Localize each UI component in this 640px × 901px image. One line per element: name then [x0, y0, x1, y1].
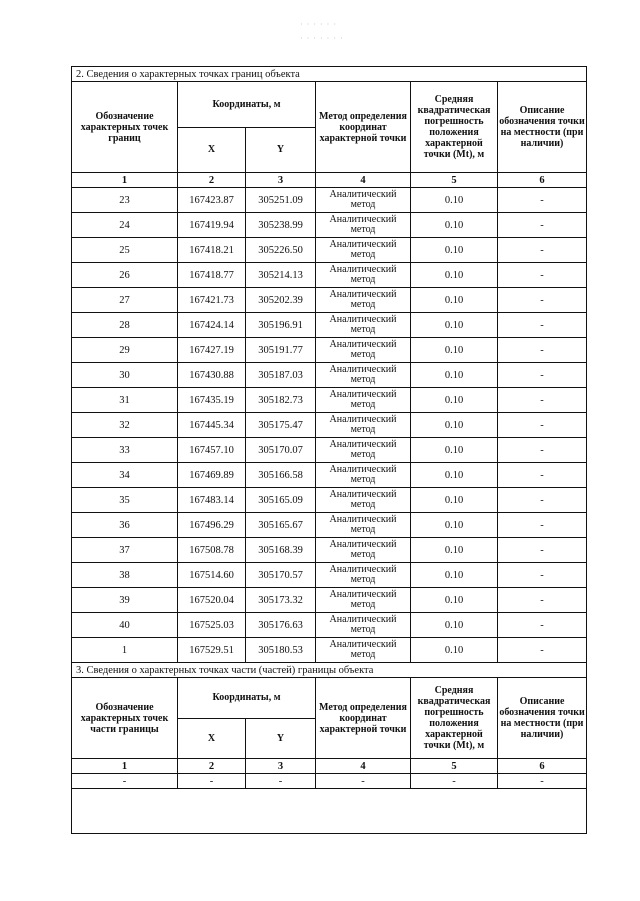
table-row: [72, 588, 587, 613]
document-sheet: [71, 66, 586, 834]
coord-x: 167445.34: [178, 413, 246, 438]
description: -: [498, 488, 587, 513]
method: Аналитический метод: [316, 413, 411, 438]
header-method: Метод определения координат характерной точки: [316, 678, 411, 759]
section2-table: [71, 66, 587, 663]
coord-x: 167430.88: [178, 363, 246, 388]
coord-x: 167496.29: [178, 513, 246, 538]
table-row: [72, 488, 587, 513]
description: -: [498, 188, 587, 213]
table-row: [72, 638, 587, 663]
header-designation: Обозначение характерных точек части границы: [72, 678, 178, 759]
col-number: 4: [316, 759, 411, 774]
description: -: [498, 263, 587, 288]
description: -: [498, 238, 587, 263]
mt-value: 0.10: [411, 188, 498, 213]
mt-value: 0.10: [411, 363, 498, 388]
description: -: [498, 288, 587, 313]
coord-y: 305187.03: [246, 363, 316, 388]
method: Аналитический метод: [316, 238, 411, 263]
method: Аналитический метод: [316, 263, 411, 288]
table-row: [72, 388, 587, 413]
header-coords: Координаты, м: [178, 678, 316, 719]
table-row: [72, 238, 587, 263]
point-number: 36: [72, 513, 178, 538]
method: Аналитический метод: [316, 463, 411, 488]
mt-value: 0.10: [411, 238, 498, 263]
coord-y: 305202.39: [246, 288, 316, 313]
coord-y: 305191.77: [246, 338, 316, 363]
point-number: 23: [72, 188, 178, 213]
description: -: [498, 538, 587, 563]
col-number: 3: [246, 759, 316, 774]
section2-title: 2. Сведения о характерных точках границ объекта: [72, 67, 587, 82]
description: -: [498, 563, 587, 588]
description: -: [498, 588, 587, 613]
method: Аналитический метод: [316, 538, 411, 563]
header-x: X: [178, 127, 246, 173]
mt-value: 0.10: [411, 213, 498, 238]
table-row: [72, 213, 587, 238]
header-coords: Координаты, м: [178, 82, 316, 128]
coord-x: 167483.14: [178, 488, 246, 513]
header-y: Y: [246, 718, 316, 759]
col-number: 2: [178, 759, 246, 774]
mt-value: 0.10: [411, 438, 498, 463]
coord-x: 167424.14: [178, 313, 246, 338]
point-number: 26: [72, 263, 178, 288]
table-row: [72, 363, 587, 388]
coord-x: 167514.60: [178, 563, 246, 588]
point-number: 1: [72, 638, 178, 663]
coord-y: 305214.13: [246, 263, 316, 288]
col-number: 6: [498, 173, 587, 188]
method: Аналитический метод: [316, 313, 411, 338]
table-row: [72, 188, 587, 213]
point-number: 40: [72, 613, 178, 638]
dash-cell: -: [246, 774, 316, 789]
coord-y: 305175.47: [246, 413, 316, 438]
point-number: 24: [72, 213, 178, 238]
method: Аналитический метод: [316, 513, 411, 538]
table-row: [72, 263, 587, 288]
coord-y: 305170.57: [246, 563, 316, 588]
point-number: 31: [72, 388, 178, 413]
description: -: [498, 313, 587, 338]
method: Аналитический метод: [316, 488, 411, 513]
faint-stamp-text-2: · · · · · · ·: [300, 34, 344, 43]
mt-value: 0.10: [411, 388, 498, 413]
header-description: Описание обозначения точки на местности (при наличии): [498, 82, 587, 173]
description: -: [498, 388, 587, 413]
method: Аналитический метод: [316, 288, 411, 313]
description: -: [498, 463, 587, 488]
method: Аналитический метод: [316, 638, 411, 663]
mt-value: 0.10: [411, 488, 498, 513]
method: Аналитический метод: [316, 213, 411, 238]
method: Аналитический метод: [316, 388, 411, 413]
col-number: 6: [498, 759, 587, 774]
mt-value: 0.10: [411, 513, 498, 538]
coord-x: 167423.87: [178, 188, 246, 213]
mt-value: 0.10: [411, 463, 498, 488]
point-number: 37: [72, 538, 178, 563]
section3-title: 3. Сведения о характерных точках части (частей) границы объекта: [72, 663, 587, 678]
col-number: 1: [72, 173, 178, 188]
coord-x: 167427.19: [178, 338, 246, 363]
point-number: 27: [72, 288, 178, 313]
mt-value: 0.10: [411, 313, 498, 338]
coord-y: 305165.67: [246, 513, 316, 538]
point-number: 34: [72, 463, 178, 488]
point-number: 39: [72, 588, 178, 613]
method: Аналитический метод: [316, 338, 411, 363]
col-number: 3: [246, 173, 316, 188]
mt-value: 0.10: [411, 413, 498, 438]
dash-cell: -: [178, 774, 246, 789]
header-error: Средняя квадратическая погрешность положения характерной точки (Mt), м: [411, 82, 498, 173]
description: -: [498, 213, 587, 238]
coord-x: 167418.77: [178, 263, 246, 288]
coord-y: 305170.07: [246, 438, 316, 463]
point-number: 38: [72, 563, 178, 588]
header-designation: Обозначение характерных точек границ: [72, 82, 178, 173]
method: Аналитический метод: [316, 438, 411, 463]
description: -: [498, 513, 587, 538]
coord-y: 305251.09: [246, 188, 316, 213]
section3-table: [71, 663, 587, 834]
table-row: [72, 338, 587, 363]
mt-value: 0.10: [411, 288, 498, 313]
col-number: 1: [72, 759, 178, 774]
mt-value: 0.10: [411, 263, 498, 288]
mt-value: 0.10: [411, 563, 498, 588]
coord-y: 305180.53: [246, 638, 316, 663]
mt-value: 0.10: [411, 538, 498, 563]
blank-area: [72, 789, 587, 834]
coord-y: 305165.09: [246, 488, 316, 513]
table-row: [72, 563, 587, 588]
coord-x: 167529.51: [178, 638, 246, 663]
header-x: X: [178, 718, 246, 759]
dash-cell: -: [498, 774, 587, 789]
coord-y: 305238.99: [246, 213, 316, 238]
header-y: Y: [246, 127, 316, 173]
mt-value: 0.10: [411, 588, 498, 613]
mt-value: 0.10: [411, 638, 498, 663]
method: Аналитический метод: [316, 588, 411, 613]
table-row: [72, 288, 587, 313]
table-row: [72, 513, 587, 538]
description: -: [498, 363, 587, 388]
method: Аналитический метод: [316, 613, 411, 638]
coord-y: 305166.58: [246, 463, 316, 488]
point-number: 33: [72, 438, 178, 463]
coord-x: 167418.21: [178, 238, 246, 263]
coord-x: 167469.89: [178, 463, 246, 488]
coord-x: 167520.04: [178, 588, 246, 613]
header-error: Средняя квадратическая погрешность положения характерной точки (Mt), м: [411, 678, 498, 759]
point-number: 35: [72, 488, 178, 513]
description: -: [498, 338, 587, 363]
coord-x: 167421.73: [178, 288, 246, 313]
method: Аналитический метод: [316, 363, 411, 388]
coord-x: 167508.78: [178, 538, 246, 563]
coord-x: 167457.10: [178, 438, 246, 463]
col-number: 2: [178, 173, 246, 188]
point-number: 28: [72, 313, 178, 338]
col-number: 5: [411, 173, 498, 188]
dash-cell: -: [72, 774, 178, 789]
table-row: [72, 463, 587, 488]
method: Аналитический метод: [316, 563, 411, 588]
method: Аналитический метод: [316, 188, 411, 213]
table-row: [72, 313, 587, 338]
point-number: 30: [72, 363, 178, 388]
mt-value: 0.10: [411, 338, 498, 363]
dash-cell: -: [411, 774, 498, 789]
table-row: [72, 613, 587, 638]
header-description: Описание обозначения точки на местности (при наличии): [498, 678, 587, 759]
faint-stamp-text: · · · · · ·: [300, 20, 337, 29]
coord-y: 305176.63: [246, 613, 316, 638]
coord-x: 167419.94: [178, 213, 246, 238]
table-row: [72, 438, 587, 463]
coord-y: 305173.32: [246, 588, 316, 613]
dash-cell: -: [316, 774, 411, 789]
coord-y: 305182.73: [246, 388, 316, 413]
coord-y: 305196.91: [246, 313, 316, 338]
coord-x: 167435.19: [178, 388, 246, 413]
point-number: 29: [72, 338, 178, 363]
mt-value: 0.10: [411, 613, 498, 638]
header-method: Метод определения координат характерной точки: [316, 82, 411, 173]
section2-rows: [72, 188, 587, 663]
description: -: [498, 438, 587, 463]
table-row: [72, 538, 587, 563]
col-number: 4: [316, 173, 411, 188]
description: -: [498, 638, 587, 663]
coord-y: 305226.50: [246, 238, 316, 263]
coord-x: 167525.03: [178, 613, 246, 638]
table-row: [72, 413, 587, 438]
description: -: [498, 413, 587, 438]
point-number: 32: [72, 413, 178, 438]
point-number: 25: [72, 238, 178, 263]
description: -: [498, 613, 587, 638]
col-number: 5: [411, 759, 498, 774]
coord-y: 305168.39: [246, 538, 316, 563]
